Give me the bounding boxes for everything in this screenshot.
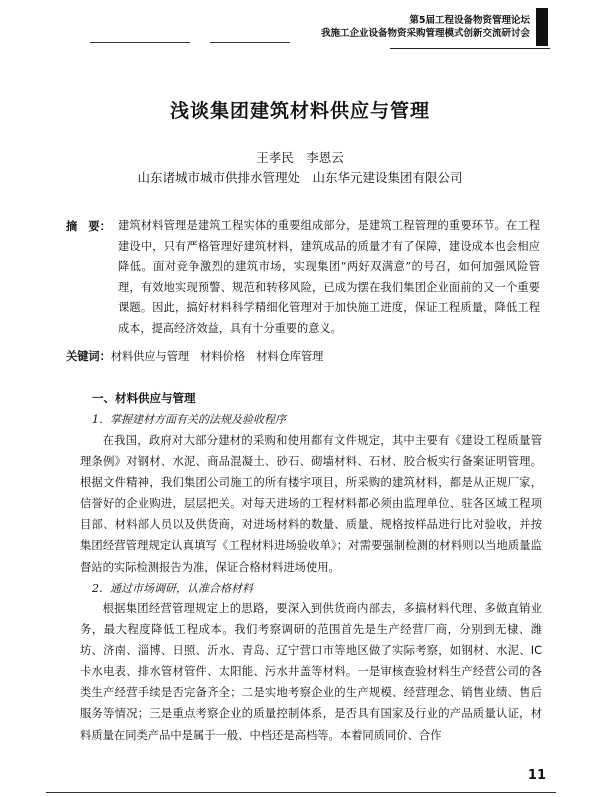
abstract-text: 建筑材料管理是建筑工程实体的重要组成部分，是建筑工程管理的重要环节。在工程建设中，只有严格管理好建筑材料，建筑成品的质量才有了保障，建设成本也会相应降低。面对竞争激烈的建筑市场，实现集团“两好双满意”的号召，如何加强风险管理，有效地实现预警、规范和转移风险，已成为摆在我们集团企业面前的又一个重要课题。因此，搞好材料科学精细化管理对于加快施工进度，保证工程质量，降低工程成本，提高经济效益，具有十分重要的意义。 [118,219,540,335]
article-title: 浅谈集团建筑材料供应与管理 [169,100,430,122]
abstract-label: 摘 要： [66,219,111,233]
subsection-heading: 1．掌握建材方面有关的法规及验收程序 [92,413,286,426]
header-rule [90,42,190,43]
paragraph: 根据集团经营管理规定上的思路，要深入到供货商内部去，多搞材料代理、多做直销业务，最大程度降低工程成本。我们考察调研的范围首先是生产经营厂商，分别到无棣、潍坊、济南、淄博、日照、沂水、青岛、辽宁营口市等地区做了实际考察，如钢材、水泥、IC卡水电表、排水管材管件、太阳能、污水井盖等材料。一是审核查验材料生产经营公司的各类生产经营手续是否完备齐全；二是实地考察企业的生产规模、经营理念、销售业绩、售后服务等情况；三是重点考察企业的质量控制体系，是否具有国家及行业的产品质量认证，材料质量在同类产品中是属于一般、中档还是高档等。本着同质同价、合作 [80,602,542,742]
abstract [66,216,540,339]
subsection-heading: 2．通过市场调研，认准合格材料 [92,582,253,595]
authors: 王孝民 李恩云 [256,150,344,165]
header-line-2: 我施工企业设备物资采购管理模式创新交流研讨会 [320,28,530,39]
keywords-text: 材料供应与管理 材料价格 材料仓库管理 [110,350,324,363]
section-heading: 一、材料供应与管理 [92,391,196,405]
footer-rule [46,792,556,797]
affiliation: 山东诸城市城市供排水管理处 山东华元建设集团有限公司 [137,170,463,185]
header-rule [390,48,550,49]
header-bar [536,8,548,46]
paragraph: 在我国，政府对大部分建材的采购和使用都有文件规定，其中主要有《建设工程质量管理条例》对钢材、水泥、商品混凝土、砂石、砌墙材料、石材、胶合板实行备案证明管理。根据文件精神，我们集团公司施工的所有楼宇项目，所采购的建筑材料，都是从正规厂家，信誉好的企业购进，层层把关。对每天进场的工程材料都必须由监理单位、驻各区域工程项目部、材料部人员以及供货商，对进场材料的数量、质量、规格按样品进行比对验收，并按集团经营管理规定认真填写《工程材料进场验收单》；对需要强制检测的材料则以当地质量监督站的实际检测报告为准，保证合格材料进场使用。 [80,434,542,574]
page-number: 11 [527,768,546,783]
header-line-1: 第5届工程设备物资管理论坛 [409,15,530,26]
running-header [321,14,530,40]
keywords [66,348,546,364]
header-rule [210,42,290,43]
keywords-label: 关键词： [66,349,111,363]
